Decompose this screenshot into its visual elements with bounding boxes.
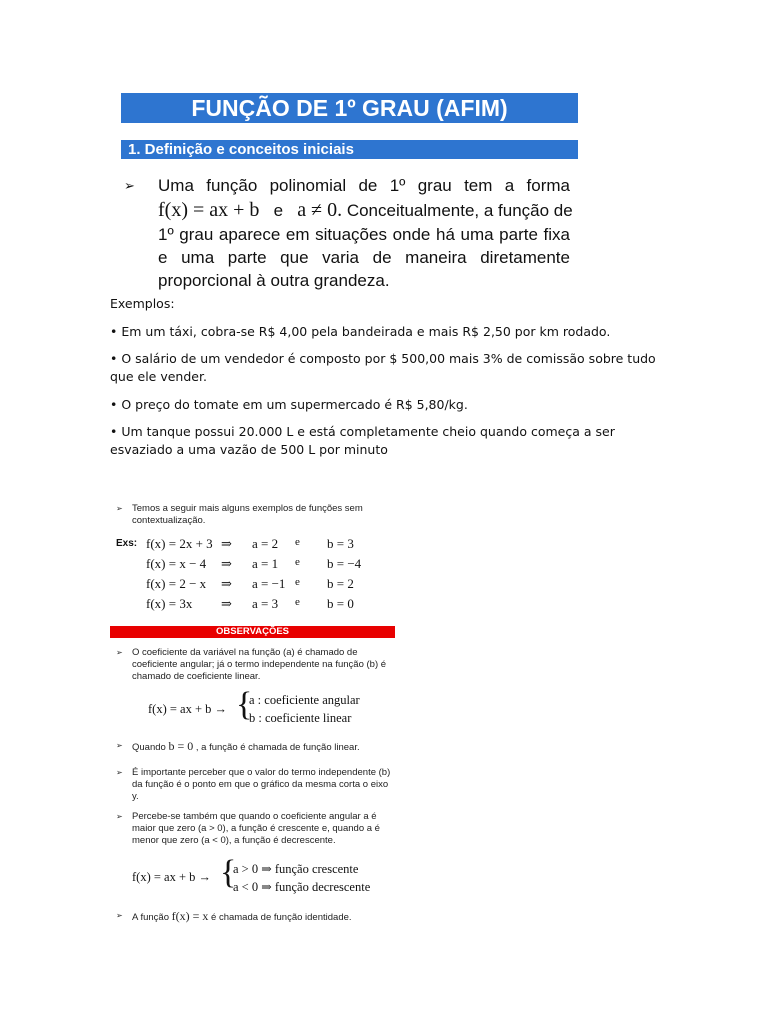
more-examples-intro: [116, 503, 396, 529]
brace-icon: {: [236, 686, 253, 723]
brace-icon: {: [220, 854, 237, 891]
observation-text: Percebe-se também que quando o coeficiente angular a é maior que zero (a > 0), a função é crescente e, quando a é menor que zero (a < 0), a função é decrescente.: [132, 811, 380, 846]
definition-rest: 1º grau aparece em situações onde há uma parte fixa e uma parte que varia de maneira diretamente proporcional à outra grandeza.: [158, 225, 570, 290]
page-title: FUNÇÃO DE 1º GRAU (AFIM): [121, 93, 578, 123]
arrow-bullet-icon: ➢: [116, 741, 123, 750]
definition-line1: Uma função polinomial de 1º grau tem a forma: [158, 176, 570, 195]
coef-a: a = 1: [252, 556, 279, 571]
examples-heading: Exemplos:: [110, 296, 175, 311]
and-word: e: [295, 536, 300, 548]
observation-item: [116, 910, 396, 924]
growth-positive: a > 0 ⇒ função crescente: [233, 862, 359, 876]
observation-text: O coeficiente da variável na função (a) é chamado de coeficiente angular; já o termo independente na função (b) é chamado de coeficiente linear.: [132, 647, 387, 682]
observation-math: f(x) = x: [171, 909, 209, 923]
observation-text: A função: [132, 912, 169, 923]
coefficient-formula: [148, 686, 368, 726]
more-examples-intro-text: Temos a seguir mais alguns exemplos de funções sem contextualização.: [132, 503, 363, 526]
examples-label: Exs:: [116, 538, 138, 549]
coef-a: a = 3: [252, 596, 279, 611]
observation-item: [116, 767, 396, 807]
coef-b: b = 0: [327, 596, 354, 611]
formula-left: f(x) = ax + b →: [132, 870, 212, 884]
implies-symbol: ⇒: [221, 536, 232, 551]
arrow-bullet-icon: ➢: [116, 504, 123, 513]
observation-math: b = 0: [168, 739, 194, 753]
example-item: • O salário de um vendedor é composto por $ 500,00 mais 3% de comissão sobre tudo que ele vender.: [110, 351, 656, 384]
definition-formula: f(x) = ax + b: [158, 199, 260, 221]
implies-symbol: ⇒: [221, 596, 232, 611]
example-function: f(x) = 3x: [146, 596, 193, 611]
arrow-bullet-icon: ➢: [116, 648, 123, 657]
definition-line2: [158, 199, 573, 222]
growth-formula: [132, 854, 392, 894]
observation-text: É importante perceber que o valor do termo independente (b) da função é o ponto em que o gráfico da mesma corta o eixo y.: [132, 767, 391, 802]
formula-left: f(x) = ax + b →: [148, 702, 228, 716]
example-function: f(x) = x − 4: [146, 556, 207, 571]
example-item: • O preço do tomate em um supermercado é R$ 5,80/kg.: [110, 397, 468, 412]
definition-condition: a ≠ 0.: [297, 199, 343, 221]
section-heading: [121, 140, 578, 159]
example-function: f(x) = 2 − x: [146, 576, 207, 591]
coef-b: b = −4: [327, 556, 362, 571]
and-word: e: [295, 576, 300, 588]
definition-line2-rest: Conceitualmente, a função de: [346, 201, 573, 220]
definition-connector: e: [273, 201, 284, 220]
coef-a: a = −1: [252, 576, 286, 591]
observation-text: é chamada de função identidade.: [211, 912, 352, 923]
observation-item: [116, 811, 396, 851]
section-heading-text: 1. Definição e conceitos iniciais: [128, 141, 354, 158]
arrow-bullet-icon: ➢: [124, 178, 135, 193]
observation-item: [116, 647, 396, 687]
implies-symbol: ⇒: [221, 556, 232, 571]
example-function: f(x) = 2x + 3: [146, 536, 213, 551]
arrow-bullet-icon: ➢: [116, 812, 123, 821]
observation-item: [116, 740, 396, 754]
coef-a: a = 2: [252, 536, 279, 551]
arrow-bullet-icon: ➢: [116, 911, 123, 920]
coef-b-desc: b : coeficiente linear: [249, 711, 352, 725]
observation-text: , a função é chamada de função linear.: [195, 742, 360, 753]
arrow-bullet-icon: ➢: [116, 768, 123, 777]
example-item: • Um tanque possui 20.000 L e está completamente cheio quando começa a ser esvaziado a uma vazão de 500 L por minuto: [110, 424, 615, 457]
and-word: e: [295, 556, 300, 568]
coef-b: b = 2: [327, 576, 354, 591]
observations-heading: OBSERVAÇÕES: [110, 626, 395, 638]
coef-b: b = 3: [327, 536, 354, 551]
observation-text: Quando: [132, 742, 166, 753]
coef-a-desc: a : coeficiente angular: [249, 693, 360, 707]
implies-symbol: ⇒: [221, 576, 232, 591]
example-item: • Em um táxi, cobra-se R$ 4,00 pela bandeirada e mais R$ 2,50 por km rodado.: [110, 324, 611, 339]
growth-negative: a < 0 ⇒ função decrescente: [233, 880, 371, 894]
and-word: e: [295, 596, 300, 608]
